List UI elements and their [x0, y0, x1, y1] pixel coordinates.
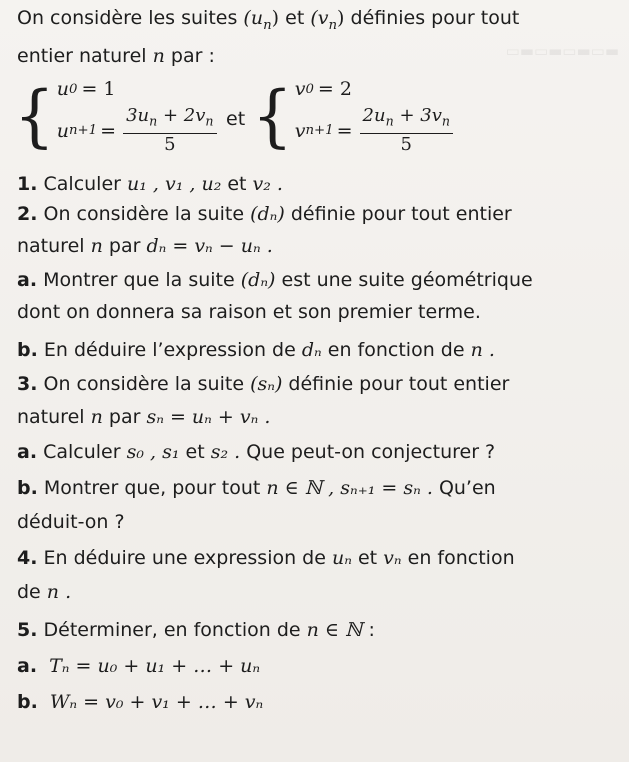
system-v	[252, 78, 453, 156]
system-et: et	[226, 108, 246, 130]
question-2a-line-2: dont on donnera sa raison et son premier terme.	[17, 301, 481, 323]
bleed-through-texture: ▭▬▭▬▭▬▭▬	[505, 42, 619, 60]
question-3a: a. Calculer s₀ , s₁ et s₂ . Que peut-on conjecturer ?	[17, 441, 496, 463]
question-2b: b. En déduire l’expression de dₙ en fonction de n .	[17, 339, 495, 361]
u-recurrence: u n+1 = $\frac{3u_n + 2v_n}{5}$	[57, 105, 217, 156]
question-1: 1. Calculer u₁ , v₁ , u₂ et v₂ .	[17, 173, 283, 195]
u-initial: u 0 = 1	[56, 78, 116, 100]
question-5: 5. Déterminer, en fonction de n ∈ ℕ :	[17, 619, 375, 641]
question-2a-line-1: a. Montrer que la suite (dₙ) est une suite géométrique	[17, 269, 533, 291]
question-3b-line-1: b. Montrer que, pour tout n ∈ ℕ , sₙ₊₁ = sₙ . Qu’en	[17, 477, 496, 499]
question-3b-line-2: déduit-on ?	[17, 511, 125, 533]
intro-line-2: entier naturel n par :	[17, 45, 215, 67]
system-u	[14, 78, 217, 156]
intro-line-1: On considère les suites $(u_n)$ et $(v_n)$ définies pour tout	[17, 7, 520, 33]
question-5b: b. Wₙ = v₀ + v₁ + … + vₙ	[17, 691, 264, 713]
brace-u: {	[14, 78, 55, 156]
question-3-line-2: naturel n par sₙ = uₙ + vₙ .	[17, 406, 271, 428]
v-initial: v 0 = 2	[294, 78, 352, 100]
question-2-line-2: naturel n par dₙ = vₙ − uₙ .	[17, 235, 273, 257]
question-4-line-2: de n .	[17, 581, 72, 603]
brace-v: {	[252, 78, 293, 156]
question-5a: a. Tₙ = u₀ + u₁ + … + uₙ	[17, 655, 261, 677]
question-2-line-1: 2. On considère la suite (dₙ) définie pour tout entier	[17, 203, 512, 225]
question-3-line-1: 3. On considère la suite (sₙ) définie pour tout entier	[17, 373, 510, 395]
question-4-line-1: 4. En déduire une expression de uₙ et vₙ en fonction	[17, 547, 515, 569]
v-recurrence: v n+1 = $\frac{2u_n + 3v_n}{5}$	[295, 105, 453, 156]
